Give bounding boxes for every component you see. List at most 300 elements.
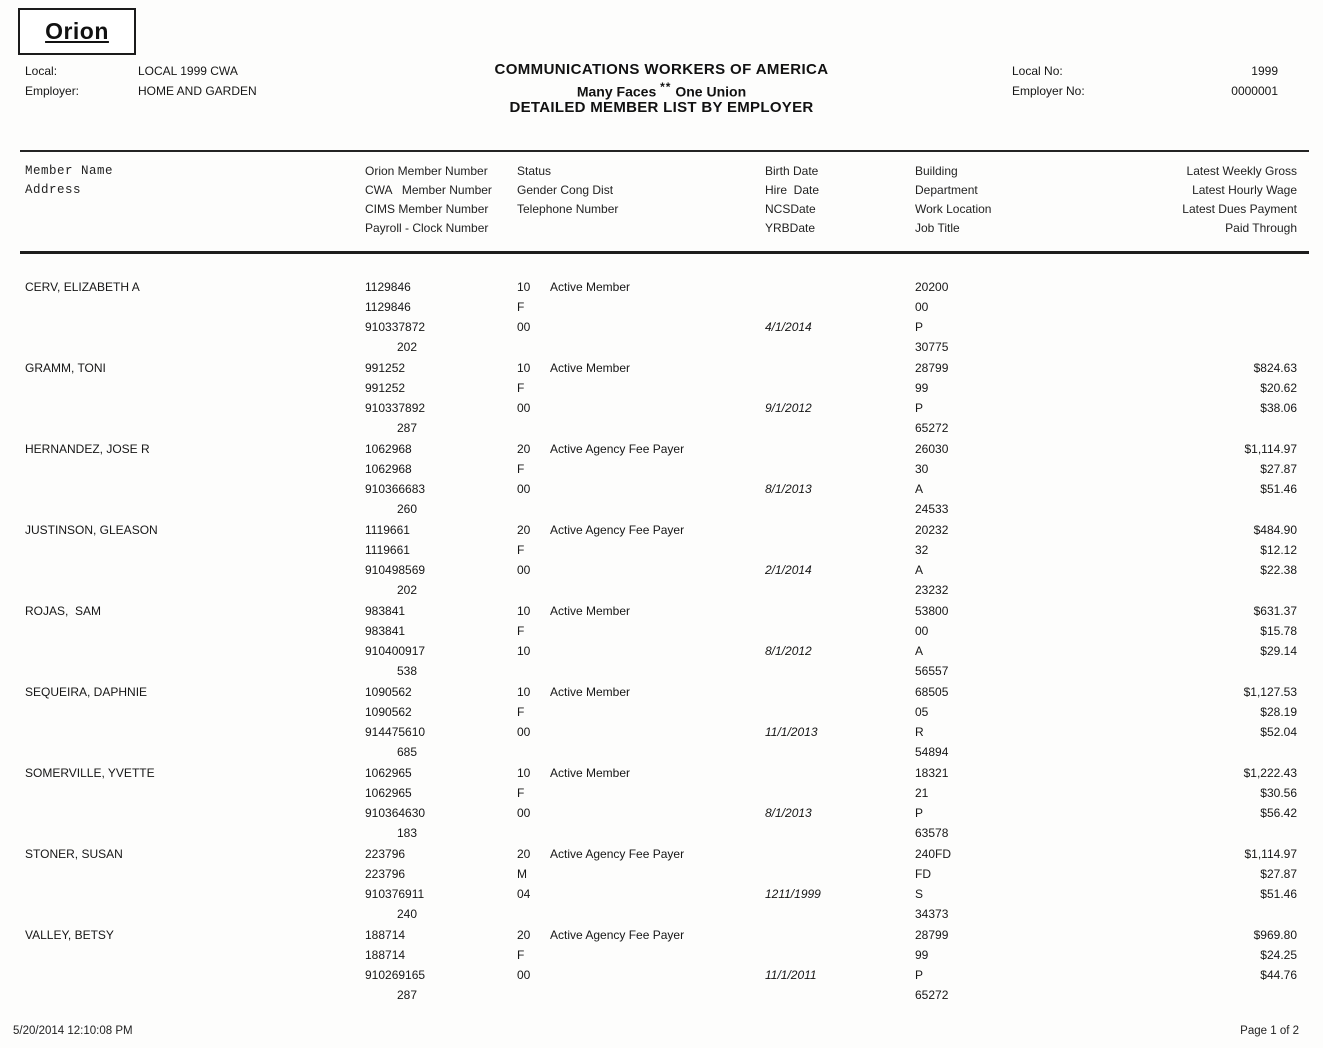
job-title: 24533 xyxy=(915,502,949,516)
orion-member-number: 223796 xyxy=(365,847,406,861)
member-line-1 xyxy=(25,280,1297,300)
latest-weekly-gross: $484.90 xyxy=(1253,523,1297,537)
cims-member-number: 910400917 xyxy=(365,644,426,658)
column-money xyxy=(1140,164,1297,240)
cong-dist: 00 xyxy=(517,401,531,415)
empty-cell xyxy=(550,664,765,684)
cims-member-number: 910337872 xyxy=(365,320,426,334)
empty-cell xyxy=(765,685,915,705)
gender: F xyxy=(517,948,525,962)
orion-member-number: 1062968 xyxy=(365,442,412,456)
latest-dues-payment: $22.38 xyxy=(1260,563,1297,577)
latest-hourly-wage: $15.78 xyxy=(1260,624,1297,638)
column-label: Address xyxy=(25,183,82,197)
empty-cell xyxy=(25,543,365,563)
payroll-clock-number: 287 xyxy=(397,421,418,435)
member-line-2 xyxy=(25,543,1297,563)
department: 00 xyxy=(915,300,929,314)
empty-cell xyxy=(765,745,915,765)
empty-cell xyxy=(765,867,915,887)
empty-cell xyxy=(765,502,915,522)
ncs-date: 2/1/2014 xyxy=(765,563,812,577)
building: 26030 xyxy=(915,442,949,456)
empty-cell xyxy=(1140,583,1297,603)
empty-cell xyxy=(517,907,550,927)
empty-cell xyxy=(1140,907,1297,927)
cwa-member-number: 983841 xyxy=(365,624,406,638)
empty-cell xyxy=(765,766,915,786)
empty-cell xyxy=(25,968,365,988)
column-label: Paid Through xyxy=(1225,221,1297,235)
empty-cell xyxy=(517,664,550,684)
empty-cell xyxy=(25,502,365,522)
member-line-2 xyxy=(25,705,1297,725)
cims-member-number: 914475610 xyxy=(365,725,426,739)
latest-hourly-wage: $24.25 xyxy=(1260,948,1297,962)
empty-cell xyxy=(25,664,365,684)
empty-cell xyxy=(25,401,365,421)
member-line-4 xyxy=(25,826,1297,846)
empty-cell xyxy=(765,624,915,644)
department: 99 xyxy=(915,948,929,962)
building: 20200 xyxy=(915,280,949,294)
ncs-date: 4/1/2014 xyxy=(765,320,812,334)
member-line-3 xyxy=(25,401,1297,421)
column-label: Payroll - Clock Number xyxy=(365,221,489,235)
ncs-date: 1211/1999 xyxy=(765,887,821,901)
cims-member-number: 910366683 xyxy=(365,482,426,496)
column-label: Latest Hourly Wage xyxy=(1192,183,1297,197)
ncs-date: 8/1/2013 xyxy=(765,482,812,496)
column-header xyxy=(0,152,1323,251)
empty-cell xyxy=(550,644,765,664)
local-label: Local: xyxy=(25,64,58,78)
empty-cell xyxy=(765,583,915,603)
empty-cell xyxy=(25,786,365,806)
empty-cell xyxy=(25,806,365,826)
status-code: 20 xyxy=(517,442,531,456)
department: FD xyxy=(915,867,931,881)
employer-label: Employer: xyxy=(25,84,80,98)
empty-cell xyxy=(765,381,915,401)
member-line-4 xyxy=(25,664,1297,684)
report-timestamp: 5/20/2014 12:10:08 PM xyxy=(13,1025,133,1037)
local-no-label: Local No: xyxy=(1012,64,1063,78)
ncs-date: 11/1/2011 xyxy=(765,968,817,982)
cwa-member-number: 1062968 xyxy=(365,462,412,476)
column-label: Orion Member Number xyxy=(365,164,488,178)
cwa-member-number: 1062965 xyxy=(365,786,412,800)
page-number: Page 1 of 2 xyxy=(1240,1025,1299,1037)
local-no-row xyxy=(1012,64,1278,84)
cong-dist: 04 xyxy=(517,887,531,901)
empty-cell xyxy=(25,948,365,968)
cims-member-number: 910364630 xyxy=(365,806,426,820)
latest-weekly-gross: $1,114.97 xyxy=(1244,442,1297,456)
column-work xyxy=(915,164,1140,240)
empty-cell xyxy=(550,624,765,644)
cong-dist: 10 xyxy=(517,644,531,658)
member-row xyxy=(25,442,1297,522)
latest-dues-payment xyxy=(1140,320,1297,340)
column-label: NCSDate xyxy=(765,202,816,216)
job-title: 56557 xyxy=(915,664,949,678)
member-row xyxy=(25,604,1297,684)
column-label: Building xyxy=(915,164,958,178)
department: 05 xyxy=(915,705,929,719)
orion-member-number: 991252 xyxy=(365,361,406,375)
orion-member-number: 1129846 xyxy=(365,280,411,294)
latest-weekly-gross xyxy=(1140,280,1297,300)
title-line2-stars: ** xyxy=(660,80,672,94)
status-text: Active Agency Fee Payer xyxy=(550,928,685,942)
member-row xyxy=(25,523,1297,603)
work-location: S xyxy=(915,887,924,901)
building: 28799 xyxy=(915,361,949,375)
empty-cell xyxy=(517,502,550,522)
empty-cell xyxy=(550,421,765,441)
empty-cell xyxy=(25,826,365,846)
status-code: 20 xyxy=(517,928,531,942)
orion-member-number: 188714 xyxy=(365,928,406,942)
column-label: CIMS Member Number xyxy=(365,202,489,216)
empty-cell xyxy=(1140,988,1297,1008)
title-line2-post: One Union xyxy=(671,83,747,100)
payroll-clock-number: 287 xyxy=(397,988,418,1002)
empty-cell xyxy=(25,381,365,401)
building: 20232 xyxy=(915,523,949,537)
member-line-3 xyxy=(25,644,1297,664)
member-line-2 xyxy=(25,624,1297,644)
cong-dist: 00 xyxy=(517,968,531,982)
empty-cell xyxy=(25,462,365,482)
member-line-1 xyxy=(25,361,1297,381)
latest-hourly-wage: $27.87 xyxy=(1260,867,1297,881)
empty-cell xyxy=(765,280,915,300)
empty-cell xyxy=(550,300,765,320)
column-dates xyxy=(765,164,915,240)
member-line-4 xyxy=(25,502,1297,522)
status-text: Active Agency Fee Payer xyxy=(550,523,685,537)
payroll-clock-number: 538 xyxy=(397,664,418,678)
member-name: SOMERVILLE, YVETTE xyxy=(25,766,155,780)
empty-cell xyxy=(1140,664,1297,684)
status-code: 10 xyxy=(517,604,531,618)
empty-cell xyxy=(25,705,365,725)
building: 28799 xyxy=(915,928,949,942)
latest-dues-payment: $44.76 xyxy=(1260,968,1297,982)
column-label: Hire Date xyxy=(765,183,820,197)
member-name: GRAMM, TONI xyxy=(25,361,106,375)
empty-cell xyxy=(25,745,365,765)
member-line-1 xyxy=(25,847,1297,867)
member-line-2 xyxy=(25,462,1297,482)
local-value: LOCAL 1999 CWA xyxy=(138,64,238,78)
latest-weekly-gross: $631.37 xyxy=(1253,604,1297,618)
member-line-1 xyxy=(25,766,1297,786)
empty-cell xyxy=(25,300,365,320)
cims-member-number: 910498569 xyxy=(365,563,426,577)
empty-cell xyxy=(765,907,915,927)
empty-cell xyxy=(765,664,915,684)
latest-hourly-wage: $20.62 xyxy=(1260,381,1297,395)
job-title: 30775 xyxy=(915,340,949,354)
empty-cell xyxy=(25,725,365,745)
ncs-date: 8/1/2013 xyxy=(765,806,812,820)
empty-cell xyxy=(25,907,365,927)
member-line-1 xyxy=(25,928,1297,948)
latest-hourly-wage xyxy=(1140,300,1297,320)
empty-cell xyxy=(550,826,765,846)
empty-cell xyxy=(550,806,765,826)
empty-cell xyxy=(550,401,765,421)
member-line-4 xyxy=(25,421,1297,441)
empty-cell xyxy=(550,968,765,988)
work-location: R xyxy=(915,725,924,739)
empty-cell xyxy=(25,867,365,887)
employer-no-label: Employer No: xyxy=(1012,84,1085,98)
empty-cell xyxy=(550,705,765,725)
department: 99 xyxy=(915,381,929,395)
work-location: P xyxy=(915,320,924,334)
empty-cell xyxy=(765,300,915,320)
cong-dist: 00 xyxy=(517,806,531,820)
empty-cell xyxy=(550,583,765,603)
empty-cell xyxy=(550,867,765,887)
empty-cell xyxy=(1140,340,1297,360)
cwa-member-number: 991252 xyxy=(365,381,406,395)
status-text: Active Member xyxy=(550,604,631,618)
member-line-1 xyxy=(25,442,1297,462)
status-text: Active Agency Fee Payer xyxy=(550,442,685,456)
job-title: 63578 xyxy=(915,826,949,840)
empty-cell xyxy=(517,745,550,765)
gender: M xyxy=(517,867,527,881)
empty-cell xyxy=(550,786,765,806)
member-line-2 xyxy=(25,300,1297,320)
member-name: ROJAS, SAM xyxy=(25,604,102,618)
latest-weekly-gross: $969.80 xyxy=(1253,928,1297,942)
member-row xyxy=(25,928,1297,1008)
employer-value: HOME AND GARDEN xyxy=(138,84,257,98)
orion-logo-box xyxy=(18,8,136,55)
member-line-3 xyxy=(25,806,1297,826)
empty-cell xyxy=(765,604,915,624)
gender: F xyxy=(517,624,525,638)
empty-cell xyxy=(25,624,365,644)
empty-cell xyxy=(25,583,365,603)
cims-member-number: 910269165 xyxy=(365,968,426,982)
status-code: 10 xyxy=(517,766,531,780)
empty-cell xyxy=(765,361,915,381)
empty-cell xyxy=(25,887,365,907)
ncs-date: 9/1/2012 xyxy=(765,401,812,415)
cong-dist: 00 xyxy=(517,725,531,739)
empty-cell xyxy=(517,340,550,360)
column-id-numbers xyxy=(365,164,517,240)
member-line-1 xyxy=(25,604,1297,624)
empty-cell xyxy=(765,523,915,543)
status-text: Active Member xyxy=(550,361,631,375)
member-line-4 xyxy=(25,583,1297,603)
empty-cell xyxy=(765,340,915,360)
member-line-2 xyxy=(25,786,1297,806)
department: 00 xyxy=(915,624,929,638)
member-line-4 xyxy=(25,340,1297,360)
latest-dues-payment: $51.46 xyxy=(1260,887,1297,901)
member-line-3 xyxy=(25,725,1297,745)
cims-member-number: 910337892 xyxy=(365,401,426,415)
empty-cell xyxy=(765,462,915,482)
cwa-member-number: 1090562 xyxy=(365,705,412,719)
member-line-3 xyxy=(25,887,1297,907)
title-line2-pre: Many Faces xyxy=(576,83,661,100)
empty-cell xyxy=(765,786,915,806)
empty-cell xyxy=(1140,826,1297,846)
column-label: Latest Weekly Gross xyxy=(1186,164,1297,178)
empty-cell xyxy=(550,907,765,927)
payroll-clock-number: 202 xyxy=(397,583,418,597)
member-name: SEQUEIRA, DAPHNIE xyxy=(25,685,148,699)
empty-cell xyxy=(517,826,550,846)
gender: F xyxy=(517,462,525,476)
latest-weekly-gross: $1,127.53 xyxy=(1243,685,1297,699)
cwa-member-number: 223796 xyxy=(365,867,406,881)
empty-cell xyxy=(550,482,765,502)
report-title-line3: DETAILED MEMBER LIST BY EMPLOYER xyxy=(509,99,814,116)
empty-cell xyxy=(25,988,365,1008)
status-text: Active Member xyxy=(550,280,631,294)
job-title: 34373 xyxy=(915,907,949,921)
member-line-3 xyxy=(25,968,1297,988)
status-text: Active Agency Fee Payer xyxy=(550,847,685,861)
latest-dues-payment: $51.46 xyxy=(1260,482,1297,496)
empty-cell xyxy=(550,563,765,583)
empty-cell xyxy=(550,745,765,765)
job-title: 65272 xyxy=(915,421,949,435)
column-label: Telephone Number xyxy=(517,202,619,216)
member-name: STONER, SUSAN xyxy=(25,847,123,861)
report-title-line1: COMMUNICATIONS WORKERS OF AMERICA xyxy=(494,61,829,78)
member-line-4 xyxy=(25,907,1297,927)
empty-cell xyxy=(765,543,915,563)
column-label: Birth Date xyxy=(765,164,819,178)
work-location: A xyxy=(915,563,924,577)
empty-cell xyxy=(550,725,765,745)
ncs-date: 8/1/2012 xyxy=(765,644,812,658)
job-title: 65272 xyxy=(915,988,949,1002)
status-code: 10 xyxy=(517,361,531,375)
column-label: Department xyxy=(915,183,978,197)
department: 32 xyxy=(915,543,929,557)
cong-dist: 00 xyxy=(517,482,531,496)
department: 21 xyxy=(915,786,929,800)
latest-weekly-gross: $1,222.43 xyxy=(1243,766,1297,780)
ncs-date: 11/1/2013 xyxy=(765,725,818,739)
work-location: P xyxy=(915,806,924,820)
local-no-value: 1999 xyxy=(1251,64,1278,78)
latest-hourly-wage: $28.19 xyxy=(1260,705,1297,719)
column-label: Member Name xyxy=(25,164,114,178)
employer-no-row xyxy=(1012,84,1278,104)
empty-cell xyxy=(25,340,365,360)
cwa-member-number: 188714 xyxy=(365,948,406,962)
empty-cell xyxy=(517,583,550,603)
orion-member-number: 983841 xyxy=(365,604,406,618)
payroll-clock-number: 260 xyxy=(397,502,418,516)
cwa-member-number: 1119661 xyxy=(365,543,410,557)
empty-cell xyxy=(765,826,915,846)
payroll-clock-number: 183 xyxy=(397,826,418,840)
empty-cell xyxy=(765,442,915,462)
empty-cell xyxy=(765,705,915,725)
status-code: 20 xyxy=(517,847,531,861)
member-list xyxy=(0,254,1323,1008)
status-code: 10 xyxy=(517,685,531,699)
gender: F xyxy=(517,381,525,395)
column-header-grid xyxy=(25,164,1297,240)
empty-cell xyxy=(550,462,765,482)
gender: F xyxy=(517,705,525,719)
department: 30 xyxy=(915,462,929,476)
latest-dues-payment: $56.42 xyxy=(1260,806,1297,820)
column-label: YRBDate xyxy=(765,221,816,235)
empty-cell xyxy=(25,320,365,340)
column-label: Status xyxy=(517,164,552,178)
payroll-clock-number: 240 xyxy=(397,907,418,921)
empty-cell xyxy=(765,988,915,1008)
work-location: P xyxy=(915,401,924,415)
empty-cell xyxy=(550,988,765,1008)
building: 68505 xyxy=(915,685,949,699)
empty-cell xyxy=(25,563,365,583)
empty-cell xyxy=(517,988,550,1008)
column-label: Latest Dues Payment xyxy=(1182,202,1297,216)
empty-cell xyxy=(550,381,765,401)
member-row xyxy=(25,280,1297,360)
latest-dues-payment: $29.14 xyxy=(1260,644,1297,658)
member-line-4 xyxy=(25,745,1297,765)
latest-weekly-gross: $1,114.97 xyxy=(1244,847,1297,861)
latest-hourly-wage: $27.87 xyxy=(1260,462,1297,476)
orion-member-number: 1090562 xyxy=(365,685,412,699)
empty-cell xyxy=(765,948,915,968)
job-title: 54894 xyxy=(915,745,949,759)
report-header xyxy=(0,0,1323,150)
building: 18321 xyxy=(915,766,949,780)
member-line-4 xyxy=(25,988,1297,1008)
member-name: JUSTINSON, GLEASON xyxy=(25,523,158,537)
work-location: P xyxy=(915,968,924,982)
empty-cell xyxy=(1140,421,1297,441)
cong-dist: 00 xyxy=(517,563,531,577)
payroll-clock-number: 202 xyxy=(397,340,418,354)
member-line-1 xyxy=(25,685,1297,705)
header-meta-right xyxy=(1012,64,1278,104)
member-name: CERV, ELIZABETH A xyxy=(25,280,140,294)
orion-logo: Orion xyxy=(45,18,109,44)
status-text: Active Member xyxy=(550,766,631,780)
column-label: Job Title xyxy=(915,221,960,235)
member-row xyxy=(25,361,1297,441)
status-text: Active Member xyxy=(550,685,631,699)
empty-cell xyxy=(25,644,365,664)
job-title: 23232 xyxy=(915,583,949,597)
gender: F xyxy=(517,300,525,314)
orion-member-number: 1062965 xyxy=(365,766,412,780)
member-line-2 xyxy=(25,867,1297,887)
status-code: 20 xyxy=(517,523,531,537)
